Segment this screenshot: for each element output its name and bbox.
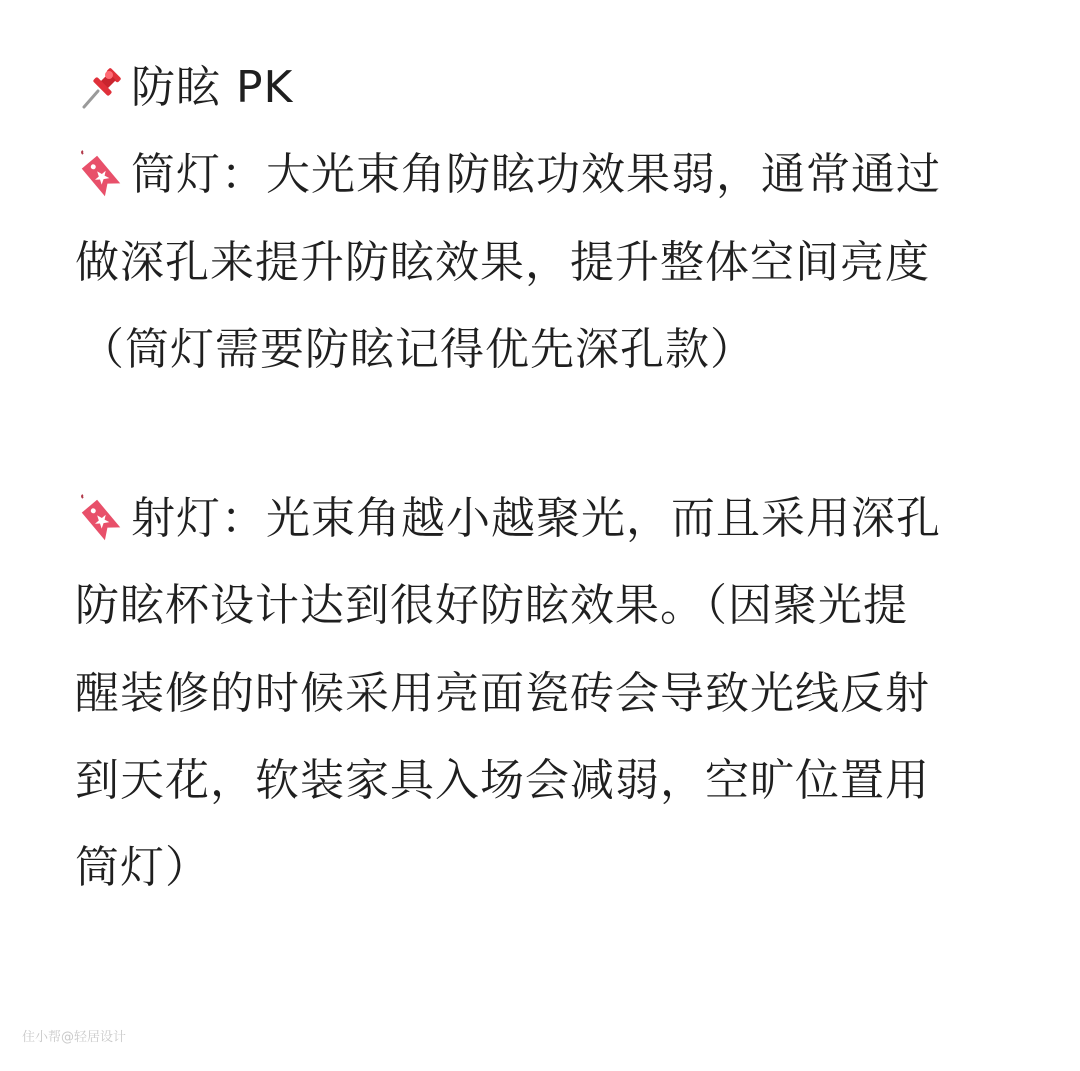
spotlight-text-2: 防眩杯设计达到很好防眩效果。（因聚光提 (75, 580, 908, 631)
spotlight-text-5: 筒灯） (75, 842, 210, 893)
downlight-text-2: 做深孔来提升防眩效果，提升整体空间亮度 (75, 237, 930, 288)
pushpin-icon (75, 61, 127, 115)
page-title: 防眩 PK (131, 62, 294, 113)
watermark: 住小帮@轻居设计 (22, 1030, 127, 1045)
spotlight-line-4 (75, 751, 930, 811)
spotlight-line-1 (75, 489, 941, 549)
bookmark-tag-icon (75, 492, 127, 546)
downlight-line-3 (80, 320, 755, 380)
spotlight-text-3: 醒装修的时候采用亮面瓷砖会导致光线反射 (75, 668, 930, 719)
downlight-line-2 (75, 233, 930, 293)
title-line (75, 58, 293, 118)
spotlight-line-5 (75, 838, 210, 898)
spotlight-text-4: 到天花，软装家具入场会减弱，空旷位置用 (75, 755, 930, 806)
downlight-line-1 (75, 145, 941, 205)
spotlight-line-2 (75, 576, 908, 636)
downlight-text-3: （筒灯需要防眩记得优先深孔款） (80, 324, 755, 375)
spotlight-text-1: 射灯：光束角越小越聚光，而且采用深孔 (131, 493, 941, 544)
downlight-text-1: 筒灯：大光束角防眩功效果弱，通常通过 (131, 149, 941, 200)
spotlight-line-3 (75, 664, 930, 724)
bookmark-tag-icon (75, 148, 127, 202)
